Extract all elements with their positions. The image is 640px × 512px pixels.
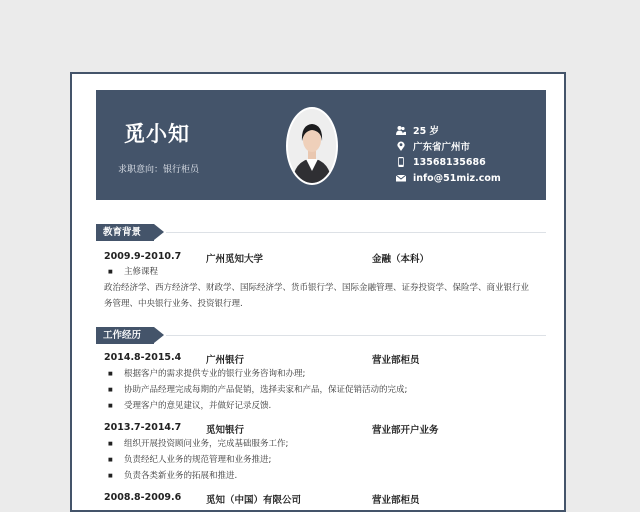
person-icon xyxy=(396,125,406,135)
job-period: 2013.7-2014.7 xyxy=(104,422,182,433)
contact-age xyxy=(396,122,546,138)
section-work-tag xyxy=(96,327,166,344)
job-duties xyxy=(104,366,544,414)
course-label: ■ 主修课程 xyxy=(104,264,544,280)
education-entry-head xyxy=(104,251,544,265)
candidate-name: 觅小知 xyxy=(124,122,190,146)
duty-item: ■ 受理客户的意见建议，并做好记录反馈. xyxy=(104,398,544,414)
avatar xyxy=(286,107,338,185)
mail-icon xyxy=(396,173,406,183)
job-period: 2008.8-2009.6 xyxy=(104,492,182,503)
job-role: 营业部柜员 xyxy=(372,355,420,366)
section-work-title: 工作经历 xyxy=(96,327,154,344)
job-company: 广州银行 xyxy=(206,355,245,366)
section-divider xyxy=(166,335,546,336)
duty-item: ■ 负责经纪人业务的规范管理和业务推进; xyxy=(104,452,544,468)
job-entry-head xyxy=(104,422,544,436)
education-major: 金融（本科） xyxy=(372,254,430,265)
avatar-photo xyxy=(288,109,336,183)
duty-item: ■ 协助产品经理完成每期的产品促销，选择卖家和产品，保证促销活动的完成; xyxy=(104,382,544,398)
section-divider xyxy=(166,232,546,233)
location-text: 广东省广州市 xyxy=(413,142,471,153)
resume-paper xyxy=(70,72,566,512)
section-education-tag xyxy=(96,224,166,241)
duty-item: ■ 组织开展投资顾问业务，完成基础服务工作; xyxy=(104,436,544,452)
course-list: 政治经济学、西方经济学、财政学、国际经济学、货币银行学、国际金融管理、证券投资学、保险学、商业银行业务管理、中央银行业务、投资银行理. xyxy=(104,283,530,309)
phone-icon xyxy=(396,157,406,167)
job-intent: 求职意向：银行柜员 xyxy=(118,165,200,175)
education-school: 广州觅知大学 xyxy=(206,254,264,265)
education-period: 2009.9-2010.7 xyxy=(104,251,182,262)
job-duties xyxy=(104,436,544,484)
contact-location xyxy=(396,138,546,154)
job-company: 觅知（中国）有限公司 xyxy=(206,495,302,506)
section-arrow xyxy=(154,327,164,343)
location-pin-icon xyxy=(396,141,406,151)
job-entry-head xyxy=(104,492,544,506)
duty-item: ■ 负责各类新业务的拓展和推进. xyxy=(104,468,544,484)
contact-phone xyxy=(396,154,546,170)
job-role: 营业部开户业务 xyxy=(372,425,439,436)
job-entry-head xyxy=(104,352,544,366)
contact-list xyxy=(396,122,546,186)
age-text: 25 岁 xyxy=(413,126,440,137)
contact-email xyxy=(396,170,546,186)
duty-item: ■ 根据客户的需求提供专业的银行业务咨询和办理; xyxy=(104,366,544,382)
section-education-title: 教育背景 xyxy=(96,224,154,241)
email-text: info@51miz.com xyxy=(413,172,501,184)
resume-header xyxy=(96,90,546,200)
education-bullets xyxy=(104,264,544,280)
section-arrow xyxy=(154,224,164,240)
job-company: 觅知银行 xyxy=(206,425,245,436)
job-role: 营业部柜员 xyxy=(372,495,420,506)
phone-text: 13568135686 xyxy=(413,156,486,168)
job-period: 2014.8-2015.4 xyxy=(104,352,182,363)
